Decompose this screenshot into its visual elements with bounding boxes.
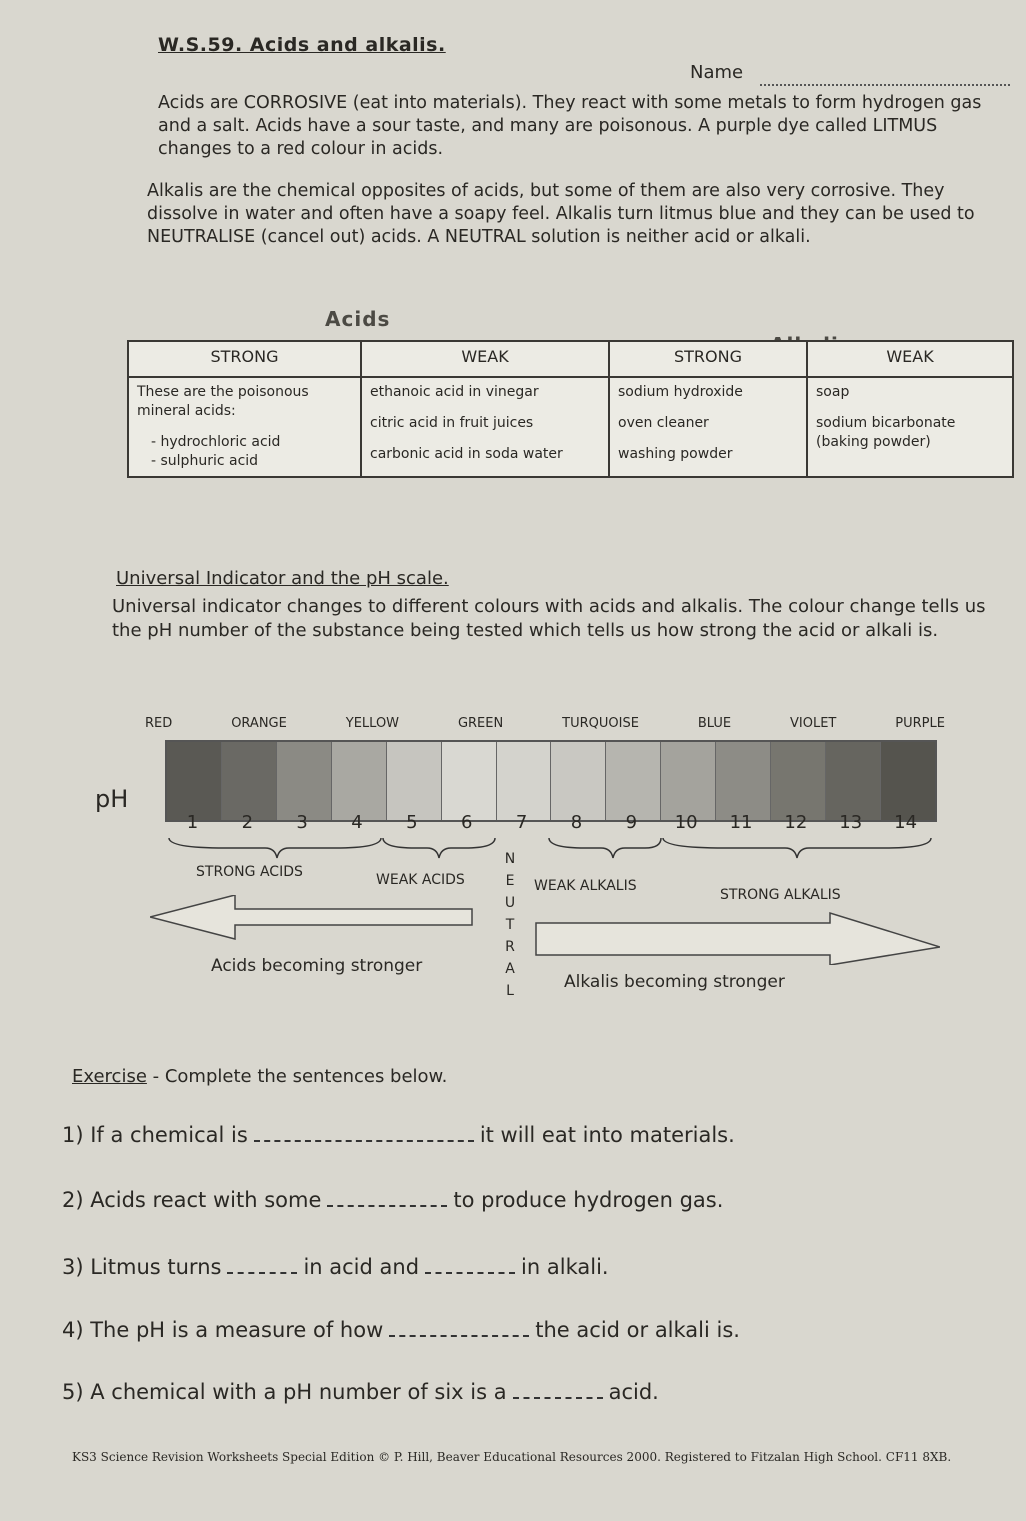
ph-number: 4 <box>351 812 363 833</box>
colour-name: BLUE <box>697 716 732 731</box>
acids-alkalis-table <box>127 340 1014 478</box>
ph-label: pH <box>95 785 129 813</box>
brace-strong-acids <box>169 838 381 858</box>
neutral-letter: E <box>505 873 515 889</box>
header-strong-acids: STRONG <box>128 341 361 377</box>
acids-stronger-label: Acids becoming stronger <box>211 956 423 976</box>
ph-colour-cell <box>716 742 771 820</box>
q2-text-a: 2) Acids react with some <box>62 1188 322 1212</box>
ph-number: 6 <box>461 812 473 833</box>
question-3 <box>62 1255 609 1279</box>
ph-number: 7 <box>515 812 528 833</box>
name-line[interactable] <box>760 84 1010 86</box>
answer-blank-5[interactable] <box>513 1396 603 1399</box>
cell-line: soap <box>816 384 850 400</box>
table-row <box>128 377 1013 477</box>
brace-weak-acids <box>383 838 495 858</box>
table-header-row <box>128 341 1013 377</box>
group-braces <box>165 836 933 860</box>
q2-text-b: to produce hydrogen gas. <box>453 1188 724 1212</box>
answer-blank-3b[interactable] <box>425 1271 515 1274</box>
ph-number: 10 <box>674 812 698 833</box>
header-strong-alkalis: STRONG <box>609 341 807 377</box>
ph-colour-cell <box>551 742 606 820</box>
weak-alkalis-cell <box>807 377 1013 477</box>
question-2 <box>62 1188 723 1212</box>
alkalis-stronger-label: Alkalis becoming stronger <box>564 972 785 992</box>
worksheet-title: W.S.59. Acids and alkalis. <box>158 34 446 56</box>
cell-line: carbonic acid in soda water <box>370 446 563 462</box>
q5-text-b: acid. <box>608 1380 659 1404</box>
strong-alkalis-label: STRONG ALKALIS <box>720 887 841 903</box>
ph-colour-cell <box>222 742 277 820</box>
question-5 <box>62 1380 659 1404</box>
ph-colour-cell <box>277 742 332 820</box>
ph-colour-cell <box>387 742 442 820</box>
strong-alkalis-cell <box>609 377 807 477</box>
neutral-letter: N <box>504 851 516 867</box>
ph-colour-cell <box>442 742 497 820</box>
header-weak-acids: WEAK <box>361 341 609 377</box>
ph-colour-cell <box>332 742 387 820</box>
colour-name: PURPLE <box>895 716 945 731</box>
q1-text-a: 1) If a chemical is <box>62 1123 248 1147</box>
ph-number: 13 <box>839 812 863 833</box>
colour-name: VIOLET <box>790 716 837 731</box>
neutral-letter: U <box>504 895 516 911</box>
weak-acids-label: WEAK ACIDS <box>376 872 465 888</box>
q5-text-a: 5) A chemical with a pH number of six is a <box>62 1380 507 1404</box>
weak-acids-cell <box>361 377 609 477</box>
cell-line: oven cleaner <box>618 415 709 431</box>
cell-line: - hydrochloric acid <box>151 434 281 450</box>
ph-number: 9 <box>625 812 638 833</box>
ph-number: 3 <box>296 812 308 833</box>
neutral-letter: T <box>505 917 515 933</box>
ph-colour-cell <box>606 742 661 820</box>
exercise-title <box>72 1066 447 1087</box>
colour-name: ORANGE <box>231 716 287 731</box>
colour-name: TURQUOISE <box>562 716 639 731</box>
answer-blank-1[interactable] <box>254 1139 474 1142</box>
question-4 <box>62 1318 740 1342</box>
alkalis-paragraph: Alkalis are the chemical opposites of acids, but some of them are also very corrosive. They dissolve in water and often have a soapy feel. Alkalis turn litmus blue and they can be used to NEUTRALISE (cancel out) acids. A NEUTRAL solution is neither acid or alkali. <box>147 181 975 247</box>
q3-text-a: 3) Litmus turns <box>62 1255 222 1279</box>
ph-number: 5 <box>406 812 418 833</box>
cell-line: ethanoic acid in vinegar <box>370 384 539 400</box>
footer-copyright: KS3 Science Revision Worksheets Special Edition © P. Hill, Beaver Educational Resources 2000. Registered to Fitzalan High School. CF11 8XB. <box>72 1450 952 1464</box>
indicator-title: Universal Indicator and the pH scale. <box>116 568 449 589</box>
q4-text-b: the acid or alkali is. <box>535 1318 740 1342</box>
name-label: Name <box>690 62 744 83</box>
exercise-title-rest: - Complete the sentences below. <box>146 1066 448 1087</box>
question-1 <box>62 1123 735 1147</box>
brace-weak-alkalis <box>549 838 661 858</box>
ph-number: 14 <box>894 812 918 833</box>
acids-label: Acids <box>325 307 391 331</box>
exercise-title-word: Exercise <box>72 1066 147 1087</box>
weak-alkalis-label: WEAK ALKALIS <box>534 878 637 894</box>
q1-text-b: it will eat into materials. <box>479 1123 735 1147</box>
strength-arrows <box>150 895 940 965</box>
brace-strong-alkalis <box>663 838 931 858</box>
neutral-letter: L <box>506 983 514 999</box>
acids-arrow <box>150 895 472 939</box>
colour-names <box>145 716 945 731</box>
cell-line: citric acid in fruit juices <box>370 415 534 431</box>
neutral-letter: A <box>505 961 515 977</box>
ph-colour-cell <box>771 742 826 820</box>
acids-paragraph: Acids are CORROSIVE (eat into materials). They react with some metals to form hydrogen gas and a salt. Acids have a sour taste, and many are poisonous. A purple dye called LITMUS changes to a red colour in acids. <box>158 93 982 159</box>
q3-text-b: in acid and <box>303 1255 420 1279</box>
ph-colour-cell <box>881 742 935 820</box>
indicator-paragraph: Universal indicator changes to different colours with acids and alkalis. The colour change tells us the pH number of the substance being tested which tells us how strong the acid or alkali is. <box>112 596 986 641</box>
ph-colour-cell <box>167 742 222 820</box>
cell-line: These are the poisonous mineral acids: <box>137 384 309 419</box>
ph-number: 11 <box>729 812 753 833</box>
colour-name: YELLOW <box>345 716 400 731</box>
ph-colour-cell <box>826 742 881 820</box>
q3-text-c: in alkali. <box>521 1255 609 1279</box>
ph-number: 12 <box>784 812 808 833</box>
cell-line: washing powder <box>618 446 733 462</box>
alkalis-arrow <box>536 913 940 965</box>
answer-blank-2[interactable] <box>327 1204 447 1207</box>
ph-numbers <box>165 812 933 833</box>
ph-colour-cell <box>497 742 552 820</box>
strong-acids-cell <box>128 377 361 477</box>
cell-line: sodium bicarbonate (baking powder) <box>816 415 956 450</box>
q4-text-a: 4) The pH is a measure of how <box>62 1318 384 1342</box>
strong-acids-label: STRONG ACIDS <box>196 864 303 880</box>
colour-name: RED <box>145 716 173 731</box>
ph-number: 1 <box>186 812 199 833</box>
colour-name: GREEN <box>457 716 504 731</box>
answer-blank-4[interactable] <box>389 1334 529 1337</box>
ph-number: 8 <box>570 812 583 833</box>
ph-colour-bar <box>165 740 937 822</box>
cell-line: sodium hydroxide <box>618 384 743 400</box>
ph-number: 2 <box>241 812 254 833</box>
neutral-letter: R <box>505 939 515 955</box>
ph-colour-cell <box>661 742 716 820</box>
answer-blank-3a[interactable] <box>227 1271 297 1274</box>
cell-line: - sulphuric acid <box>151 453 259 469</box>
header-weak-alkalis: WEAK <box>807 341 1013 377</box>
